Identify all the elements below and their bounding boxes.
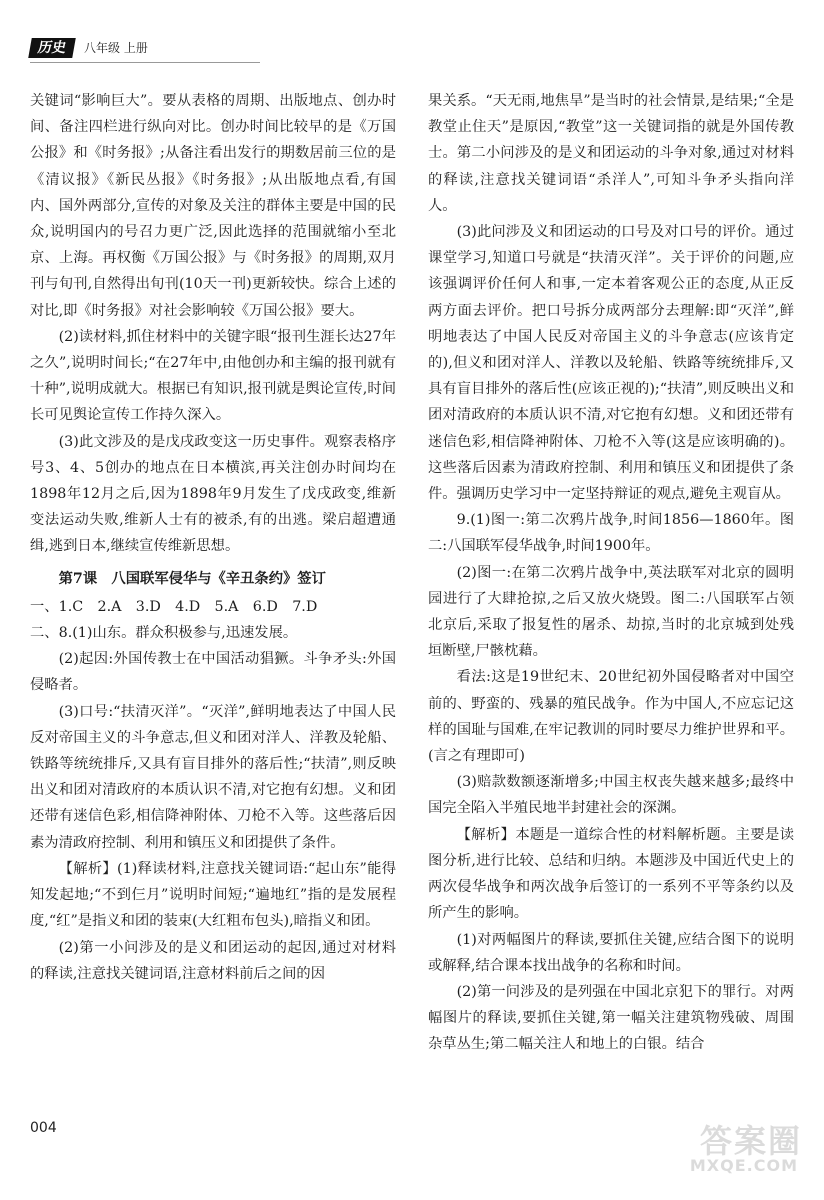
analysis-paragraph: 【解析】本题是一道综合性的材料解析题。主要是读图分析,进行比较、总结和归纳。本题涉及中国近代史上的两次侵华战争和两次战争后签订的一系列不平等条约以及所产生的影响。 [428,826,794,922]
answer-line: 二、8.(1)山东。群众积极参与,迅速发展。 [30,625,298,642]
watermark-url: MXQE.COM [689,1156,798,1175]
paragraph: (3)口号:“扶清灭洋”。“灭洋”,鲜明地表达了中国人民反对帝国主义的斗争意志,但义和团对洋人、洋教及轮船、铁路等统统排斥,又具有盲目排外的落后性;“扶清”,则反映出义和团对清政府的本质认识不清,对它抱有幻想。义和团还带有迷信色彩,相信降神附体、刀枪不入等。这些落后因素为清政府控制、利用和镇压义和团提供了条件。 [30,703,396,851]
paragraph: (2)图一:在第二次鸦片战争中,英法联军对北京的圆明园进行了大肆抢掠,之后又放火烧毁。图二:八国联军占领北京后,采取了报复性的屠杀、劫掠,当时的北京城到处残垣断壁,尸骸枕藉。 [428,564,794,660]
subject-logo: 历史 [28,38,76,58]
paragraph: (2)读材料,抓住材料中的关键字眼“报刊生涯长达27年之久”,说明时间长;“在27年中,由他创办和主编的报刊就有十种”,说明成就大。根据已有知识,报刊就是舆论宣传,时间长可见舆论宣传工作持久深入。 [30,328,396,424]
page-number: 004 [30,1120,57,1136]
paragraph: 9.(1)图一:第二次鸦片战争,时间1856—1860年。图二:八国联军侵华战争,时间1900年。 [428,512,794,555]
paragraph: (2)起因:外国传教士在中国活动猖獗。斗争矛头:外国侵略者。 [30,651,396,694]
watermark [689,1116,802,1180]
paragraph: 关键词“影响巨大”。要从表格的周期、出版地点、创办时间、备注四栏进行纵向对比。创办时间比较早的是《万国公报》和《时务报》;从备注看出发行的期数居前三位的是《清议报》《新民丛报》《时务报》;从出版地点看,有国内、国外两部分,宣传的对象及关注的群体主要是中国的民众,说明国内的号召力更广泛,因此选择的范围就缩小至北京、上海。再权衡《万国公报》与《时务报》的周期,双月刊与旬刊,自然得出旬刊(10天一刊)更新较快。综合上述的对比,即《时务报》对社会影响较《万国公报》要大。 [30,93,396,319]
paragraph: (3)此文涉及的是戊戌政变这一历史事件。观察表格序号3、4、5创办的地点在日本横滨,再关注创办时间均在1898年12月之后,因为1898年9月发生了戊戌政变,维新变法运动失败,维新人士有的被杀,有的出逃。梁启超遭通缉,逃到日本,继续宣传维新思想。 [30,433,396,555]
paragraph: 看法:这是19世纪末、20世纪初外国侵略者对中国空前的、野蛮的、残暴的殖民战争。作为中国人,不应忘记这样的国耻与国难,在牢记教训的同时要尽力维护世界和平。(言之有理即可) [428,669,794,765]
page-header [30,24,260,64]
lesson-title: 第7课 八国联军侵华与《辛丑条约》签订 [58,570,326,587]
paragraph: (1)对两幅图片的释读,要抓住关键,应结合图下的说明或解释,结合课本找出战争的名称和时间。 [428,931,794,974]
answer-line: 一、1.C 2.A 3.D 4.D 5.A 6.D 7.D [30,598,318,615]
paragraph: (2)第一小问涉及的是义和团运动的起因,通过对材料的释读,注意找关键词语,注意材料前后之间的因 [30,939,396,982]
watermark-logo: 答案圈 [699,1122,802,1160]
paragraph: (3)赔款数额逐渐增多;中国主权丧失越来越多;最终中国完全陷入半殖民地半封建社会的深渊。 [428,774,794,817]
grade-label: 八年级 上册 [84,41,148,55]
left-column [30,88,396,987]
paragraph: (3)此问涉及义和团运动的口号及对口号的评价。通过课堂学习,知道口号就是“扶清灭洋”。关于评价的问题,应该强调评价任何人和事,一定本着客观公正的态度,从正反两方面去评价。把口号拆分成两部分去理解:即“灭洋”,鲜明地表达了中国人民反对帝国主义的斗争意志(应该肯定的),但义和团对洋人、洋教以及轮船、铁路等统统排斥,又具有盲目排外的落后性(应该正视的);“扶清”,则反映出义和团对清政府的本质认识不清,对它抱有幻想。义和团还带有迷信色彩,相信降神附体、刀枪不入等(这是应该明确的)。这些落后因素为清政府控制、利用和镇压义和团提供了条件。强调历史学习中一定坚持辩证的观点,避免主观盲从。 [428,224,794,503]
right-column [428,88,794,1058]
paragraph: (2)第一问涉及的是列强在中国北京犯下的罪行。对两幅图片的释读,要抓住关键,第一幅关注建筑物残破、周围杂草丛生;第二幅关注人和地上的白银。结合 [428,983,794,1053]
header-divider [30,62,260,63]
analysis-paragraph: 【解析】(1)释读材料,注意找关键词语:“起山东”能得知发起地;“不到仨月”说明时间短;“遍地红”指的是发展程度,“红”是指义和团的装束(大红粗布包头),暗指义和团。 [30,860,396,930]
paragraph: 果关系。“天无雨,地焦旱”是当时的社会情景,是结果;“全是教堂止住天”是原因,“教堂”这一关键词指的就是外国传教士。第二小问涉及的是义和团运动的斗争对象,通过对材料的释读,注意找关键词语“杀洋人”,可知斗争矛头指向洋人。 [428,93,794,214]
